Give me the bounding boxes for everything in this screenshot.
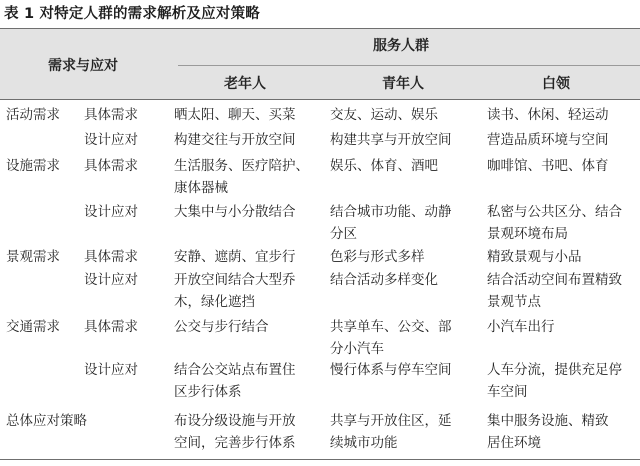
elderly-cell: 构建交往与开放空间 [174, 132, 296, 148]
white-collar-cell: 小汽车出行 [487, 319, 555, 335]
summary-youth-cell: 共享与开放住区，延 [330, 413, 452, 429]
table-caption: 表 1 对特定人群的需求解析及应对策略 [4, 6, 260, 22]
summary-white-collar-cell: 集中服务设施、精致 [487, 413, 609, 429]
header-divider [178, 65, 640, 66]
summary-elderly-cell: 空间，完善步行体系 [174, 435, 296, 451]
white-collar-cell: 景观环境布局 [487, 226, 568, 242]
elderly-cell: 结合公交站点布置住 [174, 362, 296, 378]
youth-cell: 分小汽车 [330, 341, 384, 357]
elderly-cell: 康体器械 [174, 180, 228, 196]
row-type-label: 具体需求 [84, 249, 138, 265]
header-white-collar: 白领 [542, 76, 570, 92]
youth-cell: 分区 [330, 226, 357, 242]
row-type-label: 具体需求 [84, 107, 138, 123]
elderly-cell: 公交与步行结合 [174, 319, 269, 335]
elderly-cell: 生活服务、医疗陪护、 [174, 158, 309, 174]
white-collar-cell: 营造品质环境与空间 [487, 132, 609, 148]
row-type-label: 设计应对 [84, 204, 138, 220]
row-type-label: 设计应对 [84, 272, 138, 288]
header-service-group: 服务人群 [373, 38, 429, 54]
white-collar-cell: 精致景观与小品 [487, 249, 582, 265]
summary-elderly-cell: 布设分级设施与开放 [174, 413, 296, 429]
youth-cell: 交友、运动、娱乐 [330, 107, 438, 123]
elderly-cell: 开放空间结合大型乔 [174, 272, 296, 288]
row-type-label: 具体需求 [84, 319, 138, 335]
summary-white-collar-cell: 居住环境 [487, 435, 541, 451]
table-header [0, 28, 640, 100]
youth-cell: 结合城市功能、动静 [330, 204, 452, 220]
elderly-cell: 大集中与小分散结合 [174, 204, 296, 220]
youth-cell: 结合活动多样变化 [330, 272, 438, 288]
summary-youth-cell: 续城市功能 [330, 435, 398, 451]
category-label: 景观需求 [6, 249, 60, 265]
summary-label: 总体应对策略 [6, 413, 87, 429]
white-collar-cell: 景观节点 [487, 294, 541, 310]
category-label: 设施需求 [6, 158, 60, 174]
white-collar-cell: 读书、休闲、轻运动 [487, 107, 609, 123]
white-collar-cell: 咖啡馆、书吧、体育 [487, 158, 609, 174]
header-youth: 青年人 [382, 76, 424, 92]
elderly-cell: 区步行体系 [174, 384, 242, 400]
category-label: 活动需求 [6, 107, 60, 123]
youth-cell: 共享单车、公交、部 [330, 319, 452, 335]
youth-cell: 构建共享与开放空间 [330, 132, 452, 148]
white-collar-cell: 私密与公共区分、结合 [487, 204, 622, 220]
header-need-response: 需求与应对 [48, 58, 118, 74]
row-type-label: 设计应对 [84, 362, 138, 378]
youth-cell: 娱乐、体育、酒吧 [330, 158, 438, 174]
white-collar-cell: 结合活动空间布置精致 [487, 272, 622, 288]
elderly-cell: 晒太阳、聊天、买菜 [174, 107, 296, 123]
white-collar-cell: 车空间 [487, 384, 528, 400]
youth-cell: 色彩与形式多样 [330, 249, 425, 265]
row-type-label: 设计应对 [84, 132, 138, 148]
header-elderly: 老年人 [224, 76, 266, 92]
category-label: 交通需求 [6, 319, 60, 335]
youth-cell: 慢行体系与停车空间 [330, 362, 452, 378]
white-collar-cell: 人车分流，提供充足停 [487, 362, 622, 378]
table-bottom-rule [0, 459, 640, 460]
elderly-cell: 木，绿化遮挡 [174, 294, 255, 310]
row-type-label: 具体需求 [84, 158, 138, 174]
elderly-cell: 安静、遮荫、宜步行 [174, 249, 296, 265]
